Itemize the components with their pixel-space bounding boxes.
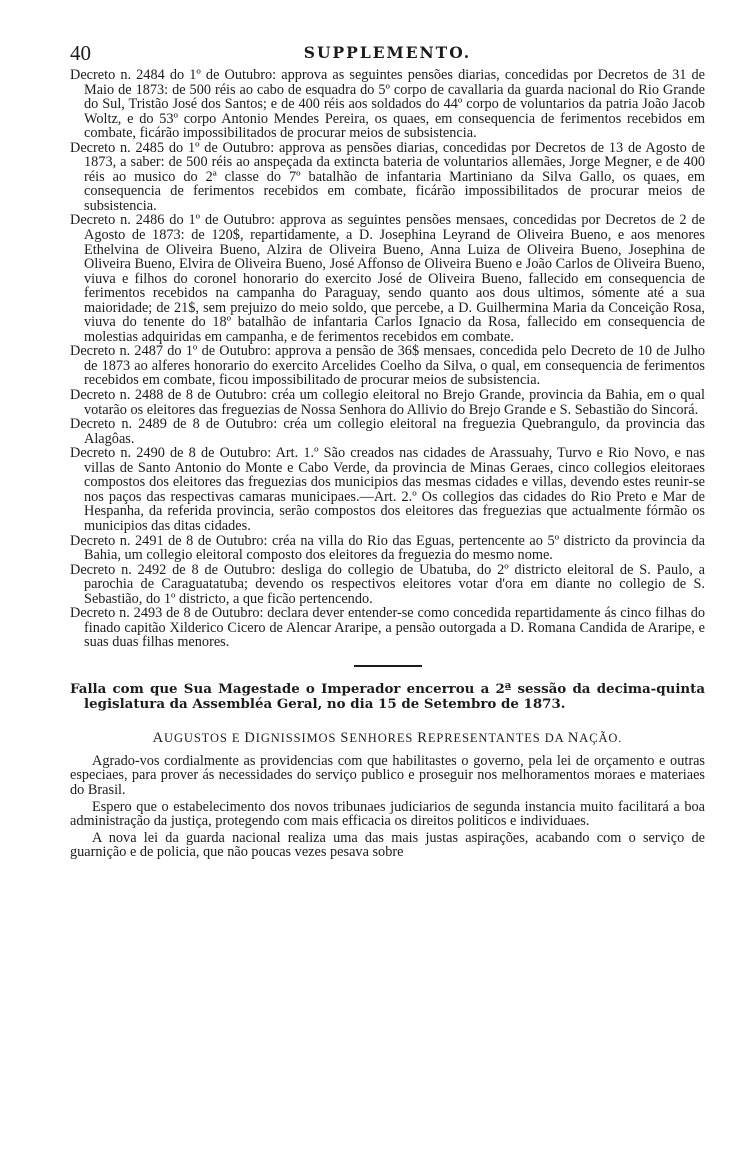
decree-2488: Decreto n. 2488 de 8 de Outubro: créa um collegio eleitoral no Brejo Grande, provincia da Bahia, em o qual votarão os eleitores das freguezias de Nossa Senhora do Allivio do Brejo Grande e S. Sebastião do Sincorá. (70, 387, 705, 418)
speech-salutation: AUGUSTOS E DIGNISSIMOS SENHORES REPRESENTANTES DA NAÇÃO. (152, 729, 623, 746)
speech-body (70, 754, 705, 860)
decree-list (70, 68, 705, 650)
page-header (70, 40, 705, 66)
decree-2485: Decreto n. 2485 do 1º de Outubro: approva as pensões diarias, concedidas por Decretos de 13 de Agosto de 1873, a saber: de 500 réis ao anspeçada da extincta bateria de voluntarios allemães, Jorge Megner, e de 400 réis ao musico do 2ª classe do 7º batalhão de infantaria Martiniano da Silva Gallo, os quaes, em consequencia de ferimentos recebidos em combate, ficárão impossibilitados de procurar meios de subsistencia. (70, 139, 705, 214)
decree-2493: Decreto n. 2493 de 8 de Outubro: declara dever entender-se como concedida repartidamente ás cinco filhas do finado capitão Xilderico Cicero de Alencar Araripe, a pensão outorgada a D. Romana Candida de Araripe, e suas duas filhas menores. (70, 605, 705, 651)
section-divider (354, 665, 422, 667)
decree-2489: Decreto n. 2489 de 8 de Outubro: créa um collegio eleitoral na freguezia Quebrangulo, da provincia das Alagôas. (70, 416, 705, 447)
decree-2491: Decreto n. 2491 de 8 de Outubro: créa na villa do Rio das Eguas, pertencente ao 5º districto da provincia da Bahia, um collegio eleitoral composto dos eleitores da freguezia do mesmo nome. (70, 532, 705, 564)
page-number: 40 (70, 41, 91, 65)
speech-paragraph: Espero que o estabelecimento dos novos tribunaes judiciarios de segunda instancia muito facilitará a boa administração da justiça, protegendo com mais efficacia os direitos politicos e individuaes. (70, 798, 705, 830)
decree-2484: Decreto n. 2484 do 1º de Outubro: approva as seguintes pensões diarias, concedidas por Decretos de 31 de Maio de 1873: de 500 réis ao cabo de esquadra do 5º corpo de cavallaria da guarda nacional do Rio Grande do Sul, Tristão José dos Santos; e de 400 réis aos soldados do 44º corpo de voluntarios da patria João Jacob Woltz, e do 53º corpo Antonio Mendes Pereira, os quaes, em consequencia de ferimentos recebidos em combate, ficárão impossibilitados de procurar meios de subsistencia. (70, 67, 705, 142)
decree-2486: Decreto n. 2486 do 1º de Outubro: approva as seguintes pensões mensaes, concedidas por Decretos de 2 de Agosto de 1873: de 120$, repartidamente, a D. Josephina Leyrand de Oliveira Bueno, e aos menores Ethelvina de Oliveira Bueno, Alzira de Oliveira Bueno, Anna Luiza de Oliveira Bueno, Josephina de Oliveira Bueno, Elvira de Oliveira Bueno, José Affonso de Oliveira Bueno e João Carlos de Oliveira Bueno, viuva e filhos do coronel honorario do exercito José de Oliveira Bueno, fallecido em consequencia de ferimentos recebidos na campanha do Paraguay, sendo quanto aos dous ultimos, sómente até a sua maioridade; de 21$, sem prejuizo do meio soldo, que percebe, a D. Guilhermina Maria da Conceição Rosa, viuva do tenente do 18º batalhão de infantaria Carlos Ignacio da Rosa, fallecido em consequencia de molestias adquiridas em campanha, e de ferimentos recebidos em combate. (70, 212, 705, 345)
speech-title: Falla com que Sua Magestade o Imperador encerrou a 2ª sessão da decima-quinta legislatura da Assembléa Geral, no dia 15 de Setembro de 1873. (70, 680, 705, 712)
speech-paragraph: Agrado-vos cordialmente as providencias com que habilitastes o governo, pela lei de orçamento e outras especiaes, para prover ás necessidades do serviço publico e proseguir nos melhoramentos moraes e materiaes do Brasil. (70, 752, 705, 798)
decree-2490: Decreto n. 2490 de 8 de Outubro: Art. 1.º São creados nas cidades de Arassuahy, Turvo e Rio Novo, e nas villas de Santo Antonio do Monte e Cabo Verde, da provincia de Minas Geraes, cinco collegios eleitoraes compostos dos eleitores das freguezias dos municipios das mesmas cidades e villas, devendo estes reunir-se nos paços das respectivas camaras municipaes.—Art. 2.º Os collegios das cidades do Rio Preto e Mar de Hespanha, da referida provincia, serão compostos dos eleitores das freguezias que actualmente fórmão os municipios das ditas cidades. (70, 445, 705, 534)
decree-2487: Decreto n. 2487 do 1º de Outubro: approva a pensão de 36$ mensaes, concedida pelo Decreto de 10 de Julho de 1873 ao alferes honorario do exercito Arcelides Coelho da Silva, o qual, em consequencia de ferimentos recebidos em combate, ficou impossibilitado de procurar meios de subsistencia. (70, 343, 705, 389)
decree-2492: Decreto n. 2492 de 8 de Outubro: desliga do collegio de Ubatuba, do 2º districto eleitoral de S. Paulo, a parochia de Caraguatatuba; devendo os respectivos eleitores votar d'ora em diante no collegio de S. Sebastião, do 1º districto, a que ficão pertencendo. (70, 561, 705, 607)
running-title: SUPPLEMENTO. (303, 43, 472, 62)
speech-paragraph: A nova lei da guarda nacional realiza uma das mais justas aspirações, acabando com o serviço de guarnição e de policia, que não poucas vezes pesava sobre (70, 829, 705, 861)
